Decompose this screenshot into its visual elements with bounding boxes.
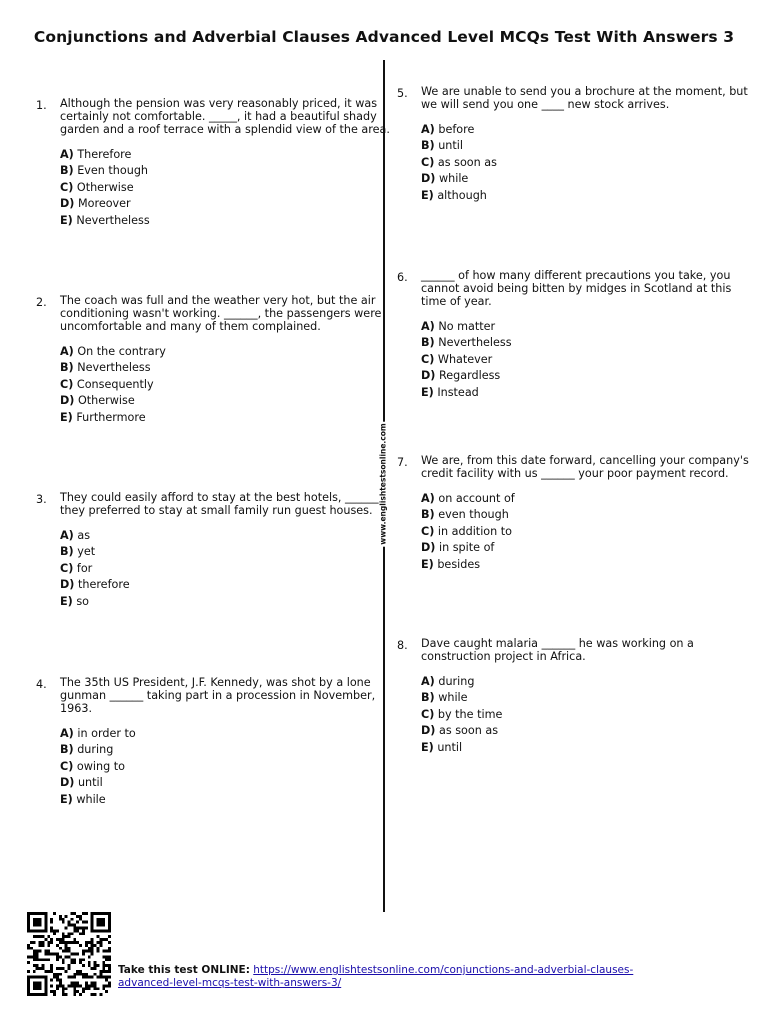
option-text: although <box>437 188 487 202</box>
answer-option <box>421 524 751 541</box>
option-text: Nevertheless <box>76 213 150 227</box>
answer-option <box>60 147 390 164</box>
answer-option <box>421 690 751 707</box>
answer-option <box>421 723 751 740</box>
question-text: The 35th US President, J.F. Kennedy, was shot by a lone gunman ______ taking part in a procession in November, 1963. <box>60 676 376 715</box>
answer-option <box>60 393 390 410</box>
answer-option <box>421 368 751 385</box>
option-letter: A) <box>60 147 74 161</box>
answer-option <box>421 740 751 757</box>
option-letter: B) <box>421 508 435 522</box>
question-number: 3. <box>36 493 47 506</box>
answer-option <box>60 742 390 759</box>
answer-option <box>60 528 390 545</box>
answer-option <box>60 792 390 809</box>
answer-option <box>60 561 390 578</box>
question-number: 8. <box>397 639 408 652</box>
option-letter: C) <box>421 352 435 366</box>
answer-option <box>421 319 751 336</box>
option-letter: E) <box>421 385 434 399</box>
answer-option <box>421 188 751 205</box>
option-letter: A) <box>421 674 435 688</box>
question-text: Although the pension was very reasonably priced, it was certainly not comfortable. _____, it had a beautiful shady garden and a roof terrace with a splendid view of the area. <box>60 97 390 136</box>
option-letter: D) <box>60 197 75 211</box>
question-text: Dave caught malaria ______ he was working on a construction project in Africa. <box>421 637 694 663</box>
question-number: 7. <box>397 456 408 469</box>
answer-option <box>421 540 751 557</box>
answer-options <box>421 491 751 574</box>
option-text: while <box>438 172 469 186</box>
option-text: Otherwise <box>76 180 134 194</box>
option-text: Even though <box>77 164 149 178</box>
option-text: during <box>438 674 475 688</box>
question-2 <box>36 294 390 426</box>
option-letter: A) <box>60 726 74 740</box>
option-text: Consequently <box>76 377 154 391</box>
answer-option <box>421 707 751 724</box>
option-letter: D) <box>60 394 75 408</box>
option-text: yet <box>77 545 96 559</box>
answer-options <box>421 122 751 205</box>
option-letter: B) <box>60 545 74 559</box>
option-text: in order to <box>77 726 136 740</box>
option-letter: E) <box>421 188 434 202</box>
answer-options <box>421 319 751 402</box>
option-text: Furthermore <box>76 410 146 424</box>
question-8 <box>397 637 751 756</box>
question-text: We are, from this date forward, cancelling your company's credit facility with us ______ your poor payment record. <box>421 454 749 480</box>
question-number: 1. <box>36 99 47 112</box>
question-text: The coach was full and the weather very hot, but the air conditioning wasn't working. ______, the passengers were uncomfortable and many of them complained. <box>60 294 382 333</box>
option-text: Regardless <box>438 369 501 383</box>
option-letter: E) <box>60 594 73 608</box>
option-text: Therefore <box>77 147 132 161</box>
option-text: by the time <box>437 707 503 721</box>
option-letter: E) <box>60 410 73 424</box>
option-text: as soon as <box>438 724 499 738</box>
qr-code-icon <box>24 912 114 996</box>
option-letter: B) <box>60 164 74 178</box>
footer-label: Take this test ONLINE: <box>118 964 250 976</box>
answer-option <box>60 577 390 594</box>
answer-options <box>60 726 390 809</box>
option-letter: A) <box>421 491 435 505</box>
option-letter: B) <box>60 361 74 375</box>
answer-option <box>421 674 751 691</box>
answer-option <box>60 377 390 394</box>
answer-option <box>60 594 390 611</box>
answer-options <box>60 147 390 230</box>
option-text: until <box>437 740 463 754</box>
answer-option <box>421 557 751 574</box>
question-1 <box>36 97 390 229</box>
option-letter: C) <box>421 155 435 169</box>
option-letter: C) <box>60 759 74 773</box>
option-text: while <box>76 792 106 806</box>
option-letter: E) <box>421 740 434 754</box>
option-text: besides <box>437 557 481 571</box>
option-text: in spite of <box>438 541 495 555</box>
option-text: before <box>438 122 475 136</box>
option-letter: B) <box>60 743 74 757</box>
answer-option <box>60 196 390 213</box>
option-text: On the contrary <box>77 344 166 358</box>
answer-option <box>421 491 751 508</box>
option-text: as <box>77 528 91 542</box>
question-text: ______ of how many different precautions you take, you cannot avoid being bitten by midges in Scotland at this time of year. <box>421 269 732 308</box>
test-online-link[interactable]: https://www.englishtestsonline.com/conjunctions-and-adverbial-clauses-advanced-level-mcqs-test-with-answers-3/ <box>118 964 634 989</box>
option-text: Moreover <box>77 197 131 211</box>
option-text: Nevertheless <box>77 361 151 375</box>
answer-option <box>421 171 751 188</box>
option-text: until <box>77 776 103 790</box>
question-number: 5. <box>397 87 408 100</box>
option-letter: A) <box>60 344 74 358</box>
option-letter: E) <box>60 213 73 227</box>
answer-option <box>60 759 390 776</box>
answer-option <box>60 360 390 377</box>
question-text: We are unable to send you a brochure at the moment, but we will send you one ____ new stock arrives. <box>421 85 748 111</box>
answer-option <box>60 213 390 230</box>
option-letter: D) <box>60 578 75 592</box>
option-letter: D) <box>421 541 436 555</box>
option-letter: E) <box>421 557 434 571</box>
question-7 <box>397 454 751 573</box>
answer-option <box>60 726 390 743</box>
question-number: 4. <box>36 678 47 691</box>
question-4 <box>36 676 390 808</box>
answer-option <box>60 163 390 180</box>
answer-options <box>421 674 751 757</box>
answer-options <box>60 344 390 427</box>
option-letter: A) <box>60 528 74 542</box>
answer-option <box>60 180 390 197</box>
answer-option <box>421 122 751 139</box>
option-letter: B) <box>421 139 435 153</box>
answer-options <box>60 528 390 611</box>
option-text: on account of <box>438 491 515 505</box>
footer-text <box>118 964 678 990</box>
footer <box>24 912 744 1002</box>
answer-option <box>60 410 390 427</box>
option-letter: D) <box>421 369 436 383</box>
option-text: therefore <box>77 578 130 592</box>
answer-option <box>421 335 751 352</box>
option-letter: C) <box>60 561 74 575</box>
question-number: 6. <box>397 271 408 284</box>
option-letter: B) <box>421 691 435 705</box>
option-letter: B) <box>421 336 435 350</box>
option-letter: C) <box>421 524 435 538</box>
option-text: No matter <box>438 319 496 333</box>
option-letter: A) <box>421 122 435 136</box>
option-text: Otherwise <box>77 394 135 408</box>
option-text: until <box>438 139 463 153</box>
answer-option <box>421 507 751 524</box>
option-letter: D) <box>421 172 436 186</box>
answer-option <box>421 352 751 369</box>
answer-option <box>60 775 390 792</box>
option-letter: C) <box>421 707 435 721</box>
option-text: for <box>76 561 93 575</box>
option-letter: C) <box>60 180 74 194</box>
question-text: They could easily afford to stay at the best hotels, ______ they preferred to stay at small family run guest houses. <box>60 491 379 517</box>
answer-option <box>60 344 390 361</box>
option-letter: C) <box>60 377 74 391</box>
option-text: while <box>438 691 468 705</box>
option-text: owing to <box>76 759 125 773</box>
question-6 <box>397 269 751 401</box>
answer-option <box>421 155 751 172</box>
option-letter: A) <box>421 319 435 333</box>
option-text: Nevertheless <box>438 336 512 350</box>
option-letter: E) <box>60 792 73 806</box>
option-text: as soon as <box>437 155 497 169</box>
option-text: in addition to <box>437 524 513 538</box>
option-text: during <box>77 743 114 757</box>
option-letter: D) <box>60 776 75 790</box>
option-text: so <box>76 594 90 608</box>
answer-option <box>421 385 751 402</box>
option-text: Whatever <box>437 352 493 366</box>
answer-option <box>60 544 390 561</box>
option-letter: D) <box>421 724 436 738</box>
answer-option <box>421 138 751 155</box>
side-url-text: www.englishtestsonline.com <box>378 423 388 545</box>
option-text: even though <box>438 508 509 522</box>
option-text: Instead <box>437 385 479 399</box>
question-number: 2. <box>36 296 47 309</box>
page-title: Conjunctions and Adverbial Clauses Advanced Level MCQs Test With Answers 3 <box>33 28 735 46</box>
question-5 <box>397 85 751 204</box>
question-3 <box>36 491 390 610</box>
